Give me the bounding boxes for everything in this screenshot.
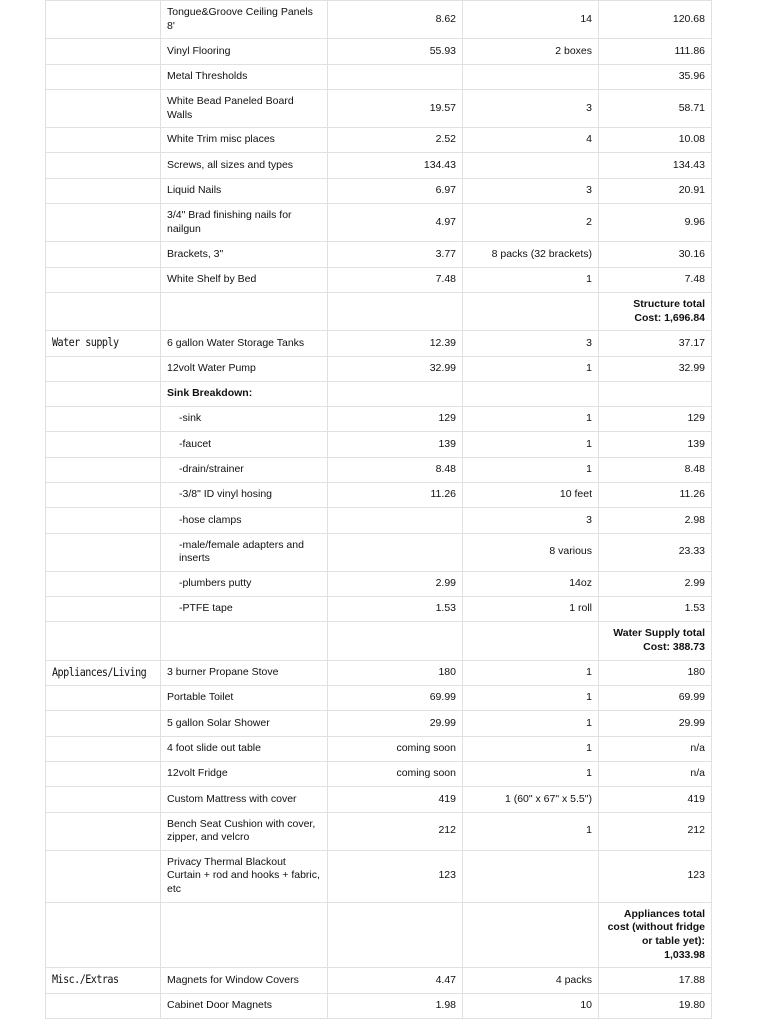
price-cell[interactable]: 8.62	[328, 1, 463, 39]
total-cell[interactable]: 419	[599, 787, 712, 812]
table-row[interactable]	[46, 407, 712, 432]
total-cell[interactable]: 129	[599, 407, 712, 432]
item-name-cell[interactable]: -faucet	[161, 432, 328, 457]
qty-cell[interactable]: 1	[463, 407, 599, 432]
item-name-cell[interactable]: -male/female adapters and inserts	[161, 533, 328, 571]
total-cell[interactable]: 2.99	[599, 571, 712, 596]
item-name-cell[interactable]: White Bead Paneled Board Walls	[161, 89, 328, 127]
qty-cell[interactable]: 3	[463, 178, 599, 203]
total-cell[interactable]: 19.80	[599, 993, 712, 1018]
price-cell[interactable]: 139	[328, 432, 463, 457]
price-cell[interactable]: 19.57	[328, 89, 463, 127]
item-name-cell[interactable]: 6 gallon Water Storage Tanks	[161, 331, 328, 356]
category-cell-empty[interactable]	[46, 850, 161, 902]
table-row[interactable]	[46, 812, 712, 850]
total-cell[interactable]: 30.16	[599, 242, 712, 267]
total-cell[interactable]: 8.48	[599, 457, 712, 482]
price-cell[interactable]: 2.99	[328, 571, 463, 596]
budget-table[interactable]	[45, 0, 712, 1019]
category-cell-empty[interactable]	[46, 204, 161, 242]
qty-cell[interactable]	[463, 64, 599, 89]
category-cell-empty[interactable]	[46, 711, 161, 736]
total-cell[interactable]: 20.91	[599, 178, 712, 203]
qty-cell[interactable]: 1	[463, 711, 599, 736]
category-cell-empty[interactable]	[46, 686, 161, 711]
category-cell-empty[interactable]	[46, 736, 161, 761]
item-name-cell[interactable]: 12volt Water Pump	[161, 356, 328, 381]
category-cell-empty[interactable]	[46, 178, 161, 203]
price-cell[interactable]	[328, 622, 463, 660]
price-cell[interactable]: 1.98	[328, 993, 463, 1018]
qty-cell[interactable]	[463, 153, 599, 178]
price-cell[interactable]: 69.99	[328, 686, 463, 711]
table-row[interactable]	[46, 787, 712, 812]
price-cell[interactable]: coming soon	[328, 761, 463, 786]
item-name-cell[interactable]: Privacy Thermal Blackout Curtain + rod and hooks + fabric, etc	[161, 850, 328, 902]
table-row[interactable]	[46, 597, 712, 622]
qty-cell[interactable]: 1 roll	[463, 597, 599, 622]
price-cell[interactable]	[328, 533, 463, 571]
table-row[interactable]	[46, 482, 712, 507]
price-cell[interactable]	[328, 292, 463, 330]
item-name-cell[interactable]: Bench Seat Cushion with cover, zipper, and velcro	[161, 812, 328, 850]
qty-cell[interactable]: 1	[463, 432, 599, 457]
qty-cell[interactable]: 14oz	[463, 571, 599, 596]
category-cell-empty[interactable]	[46, 128, 161, 153]
qty-cell[interactable]: 1	[463, 736, 599, 761]
table-row[interactable]	[46, 1, 712, 39]
total-cell[interactable]: 58.71	[599, 89, 712, 127]
price-cell[interactable]: 123	[328, 850, 463, 902]
item-subheading[interactable]: Sink Breakdown:	[161, 381, 328, 406]
table-row[interactable]	[46, 736, 712, 761]
table-row[interactable]	[46, 331, 712, 356]
category-cell-empty[interactable]	[46, 1, 161, 39]
table-row[interactable]	[46, 850, 712, 902]
table-row[interactable]	[46, 64, 712, 89]
table-row[interactable]	[46, 267, 712, 292]
category-label[interactable]	[46, 331, 161, 356]
total-cell[interactable]: 35.96	[599, 64, 712, 89]
price-cell[interactable]: 8.48	[328, 457, 463, 482]
item-cell[interactable]	[161, 292, 328, 330]
price-cell[interactable]: 3.77	[328, 242, 463, 267]
table-row[interactable]	[46, 902, 712, 968]
item-name-cell[interactable]: Cabinet Door Magnets	[161, 993, 328, 1018]
table-body	[46, 1, 712, 1019]
total-cell[interactable]: 37.17	[599, 331, 712, 356]
category-cell-empty[interactable]	[46, 533, 161, 571]
total-cell[interactable]: 29.99	[599, 711, 712, 736]
item-name-cell[interactable]: -PTFE tape	[161, 597, 328, 622]
qty-cell[interactable]: 1 (60" x 67" x 5.5")	[463, 787, 599, 812]
item-name-cell[interactable]: Metal Thresholds	[161, 64, 328, 89]
total-cell[interactable]: 32.99	[599, 356, 712, 381]
table-row[interactable]	[46, 533, 712, 571]
qty-cell[interactable]: 4 packs	[463, 968, 599, 993]
category-cell-empty[interactable]	[46, 597, 161, 622]
category-cell-empty[interactable]	[46, 571, 161, 596]
category-cell-empty[interactable]	[46, 482, 161, 507]
table-row[interactable]	[46, 508, 712, 533]
item-name-cell[interactable]: 5 gallon Solar Shower	[161, 711, 328, 736]
qty-cell[interactable]: 8 various	[463, 533, 599, 571]
total-cell[interactable]: 9.96	[599, 204, 712, 242]
table-row[interactable]	[46, 457, 712, 482]
price-cell[interactable]: 7.48	[328, 267, 463, 292]
price-cell[interactable]: 11.26	[328, 482, 463, 507]
total-cell[interactable]: 7.48	[599, 267, 712, 292]
total-cell[interactable]: n/a	[599, 761, 712, 786]
qty-cell[interactable]: 1	[463, 356, 599, 381]
qty-cell[interactable]	[463, 381, 599, 406]
category-cell-empty[interactable]	[46, 267, 161, 292]
price-cell[interactable]: 29.99	[328, 711, 463, 736]
price-cell[interactable]: 55.93	[328, 39, 463, 64]
item-name-cell[interactable]: -sink	[161, 407, 328, 432]
qty-cell[interactable]: 10 feet	[463, 482, 599, 507]
item-name-cell[interactable]: 3/4" Brad finishing nails for nailgun	[161, 204, 328, 242]
qty-cell[interactable]: 3	[463, 508, 599, 533]
item-name-cell[interactable]: -3/8" ID vinyl hosing	[161, 482, 328, 507]
table-row[interactable]	[46, 993, 712, 1018]
item-name-cell[interactable]: Liquid Nails	[161, 178, 328, 203]
total-cell[interactable]: 69.99	[599, 686, 712, 711]
item-name-cell[interactable]: Tongue&Groove Ceiling Panels 8'	[161, 1, 328, 39]
total-cell[interactable]: 1.53	[599, 597, 712, 622]
item-name-cell[interactable]: -drain/strainer	[161, 457, 328, 482]
section-total-cell[interactable]: Appliances total cost (without fridge or table yet): 1,033.98	[599, 902, 712, 968]
total-cell[interactable]: 17.88	[599, 968, 712, 993]
category-text: Misc./Extras	[52, 973, 119, 987]
table-row[interactable]	[46, 178, 712, 203]
table-row[interactable]	[46, 204, 712, 242]
table-row[interactable]	[46, 571, 712, 596]
category-cell-empty[interactable]	[46, 993, 161, 1018]
category-cell-empty[interactable]	[46, 89, 161, 127]
category-cell-empty[interactable]	[46, 902, 161, 968]
price-cell[interactable]: coming soon	[328, 736, 463, 761]
qty-cell[interactable]: 3	[463, 331, 599, 356]
qty-cell[interactable]: 8 packs (32 brackets)	[463, 242, 599, 267]
table-row[interactable]	[46, 292, 712, 330]
section-total-cell[interactable]: Structure total Cost: 1,696.84	[599, 292, 712, 330]
category-label[interactable]	[46, 968, 161, 993]
category-cell-empty[interactable]	[46, 432, 161, 457]
qty-cell[interactable]: 1	[463, 812, 599, 850]
table-row[interactable]	[46, 686, 712, 711]
category-cell-empty[interactable]	[46, 622, 161, 660]
qty-cell[interactable]	[463, 850, 599, 902]
category-cell-empty[interactable]	[46, 153, 161, 178]
total-cell[interactable]: 212	[599, 812, 712, 850]
item-name-cell[interactable]: 4 foot slide out table	[161, 736, 328, 761]
qty-cell[interactable]: 1	[463, 761, 599, 786]
price-cell[interactable]	[328, 902, 463, 968]
item-name-cell[interactable]: Vinyl Flooring	[161, 39, 328, 64]
table-row[interactable]	[46, 39, 712, 64]
qty-cell[interactable]	[463, 902, 599, 968]
total-cell[interactable]: 10.08	[599, 128, 712, 153]
item-name-cell[interactable]: Magnets for Window Covers	[161, 968, 328, 993]
category-cell-empty[interactable]	[46, 242, 161, 267]
qty-cell[interactable]: 10	[463, 993, 599, 1018]
price-cell[interactable]	[328, 64, 463, 89]
category-text: Appliances/Living	[52, 665, 147, 679]
price-cell[interactable]	[328, 508, 463, 533]
table-row[interactable]	[46, 356, 712, 381]
price-cell[interactable]: 6.97	[328, 178, 463, 203]
price-cell[interactable]: 4.47	[328, 968, 463, 993]
category-cell-empty[interactable]	[46, 457, 161, 482]
table-row[interactable]	[46, 660, 712, 685]
table-row[interactable]	[46, 432, 712, 457]
qty-cell[interactable]	[463, 622, 599, 660]
item-name-cell[interactable]: Custom Mattress with cover	[161, 787, 328, 812]
total-cell[interactable]: 134.43	[599, 153, 712, 178]
item-cell[interactable]	[161, 622, 328, 660]
table-row[interactable]	[46, 761, 712, 786]
item-name-cell[interactable]: Portable Toilet	[161, 686, 328, 711]
price-cell[interactable]: 419	[328, 787, 463, 812]
qty-cell[interactable]: 2 boxes	[463, 39, 599, 64]
qty-cell[interactable]: 1	[463, 686, 599, 711]
total-cell[interactable]: 111.86	[599, 39, 712, 64]
table-row[interactable]	[46, 128, 712, 153]
total-cell[interactable]: n/a	[599, 736, 712, 761]
qty-cell[interactable]: 1	[463, 457, 599, 482]
category-text: Water supply	[52, 336, 119, 350]
qty-cell[interactable]: 1	[463, 660, 599, 685]
category-cell-empty[interactable]	[46, 761, 161, 786]
category-cell-empty[interactable]	[46, 812, 161, 850]
qty-cell[interactable]: 2	[463, 204, 599, 242]
total-cell[interactable]: 180	[599, 660, 712, 685]
item-name-cell[interactable]: Brackets, 3"	[161, 242, 328, 267]
item-cell[interactable]	[161, 902, 328, 968]
price-cell[interactable]: 212	[328, 812, 463, 850]
total-cell[interactable]: 123	[599, 850, 712, 902]
price-cell[interactable]: 1.53	[328, 597, 463, 622]
category-cell-empty[interactable]	[46, 64, 161, 89]
table-row[interactable]	[46, 711, 712, 736]
qty-cell[interactable]: 4	[463, 128, 599, 153]
category-cell-empty[interactable]	[46, 381, 161, 406]
table-row[interactable]	[46, 381, 712, 406]
price-cell[interactable]: 12.39	[328, 331, 463, 356]
total-cell[interactable]: 139	[599, 432, 712, 457]
category-label[interactable]	[46, 660, 161, 685]
qty-cell[interactable]	[463, 292, 599, 330]
item-name-cell[interactable]: 3 burner Propane Stove	[161, 660, 328, 685]
section-total-cell[interactable]: Water Supply total Cost: 388.73	[599, 622, 712, 660]
total-cell[interactable]: 23.33	[599, 533, 712, 571]
table-row[interactable]	[46, 622, 712, 660]
price-cell[interactable]: 180	[328, 660, 463, 685]
item-name-cell[interactable]: White Trim misc places	[161, 128, 328, 153]
category-cell-empty[interactable]	[46, 787, 161, 812]
price-cell[interactable]: 32.99	[328, 356, 463, 381]
item-name-cell[interactable]: Screws, all sizes and types	[161, 153, 328, 178]
category-cell-empty[interactable]	[46, 508, 161, 533]
table-row[interactable]	[46, 89, 712, 127]
price-cell[interactable]	[328, 381, 463, 406]
total-cell[interactable]	[599, 381, 712, 406]
item-name-cell[interactable]: 12volt Fridge	[161, 761, 328, 786]
item-name-cell[interactable]: White Shelf by Bed	[161, 267, 328, 292]
table-row[interactable]	[46, 968, 712, 993]
total-cell[interactable]: 2.98	[599, 508, 712, 533]
table-row[interactable]	[46, 242, 712, 267]
table-row[interactable]	[46, 153, 712, 178]
item-name-cell[interactable]: -hose clamps	[161, 508, 328, 533]
category-cell-empty[interactable]	[46, 39, 161, 64]
total-cell[interactable]: 11.26	[599, 482, 712, 507]
category-cell-empty[interactable]	[46, 356, 161, 381]
category-cell-empty[interactable]	[46, 407, 161, 432]
qty-cell[interactable]: 14	[463, 1, 599, 39]
qty-cell[interactable]: 1	[463, 267, 599, 292]
price-cell[interactable]: 2.52	[328, 128, 463, 153]
total-cell[interactable]: 120.68	[599, 1, 712, 39]
price-cell[interactable]: 134.43	[328, 153, 463, 178]
qty-cell[interactable]: 3	[463, 89, 599, 127]
price-cell[interactable]: 129	[328, 407, 463, 432]
item-name-cell[interactable]: -plumbers putty	[161, 571, 328, 596]
price-cell[interactable]: 4.97	[328, 204, 463, 242]
category-cell-empty[interactable]	[46, 292, 161, 330]
